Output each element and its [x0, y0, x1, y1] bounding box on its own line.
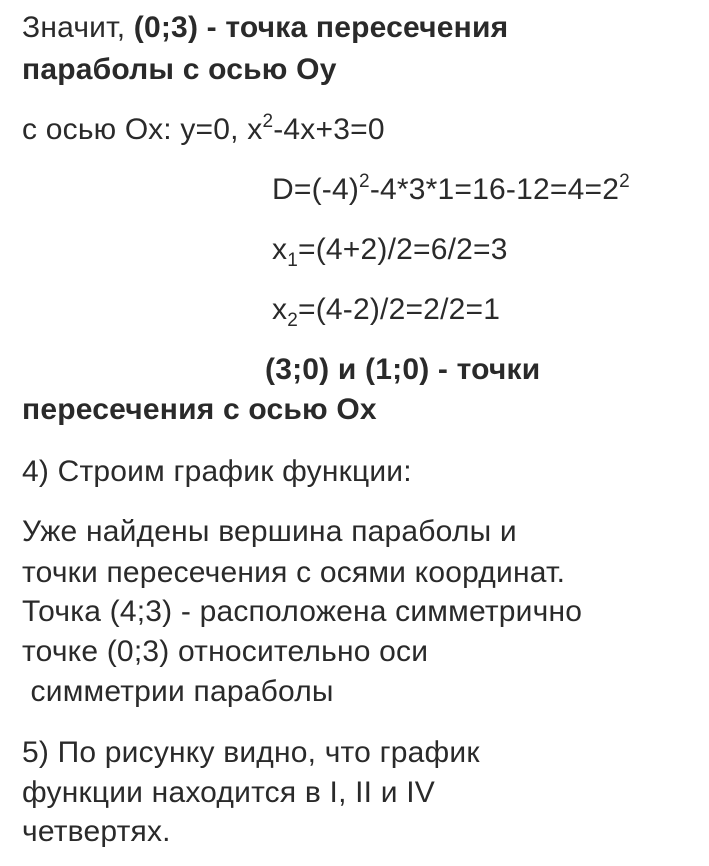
discriminant-exponent-2: 2	[619, 171, 630, 192]
explanation-line-2: точки пересечения с осями координат.	[22, 556, 566, 589]
root-x1-line	[272, 232, 508, 271]
conclusion-prefix: Значит,	[22, 11, 134, 44]
ox-equation-suffix: -4х+3=0	[273, 113, 385, 146]
explanation-line-4: точке (0;3) относительно оси	[22, 635, 429, 668]
step-5-line-3: четвертях.	[22, 815, 171, 848]
root-x2-subscript: 2	[287, 310, 298, 331]
conclusion-ox-line-1: (3;0) и (1;0) - точки	[265, 353, 541, 386]
ox-equation-prefix: с осью Ох: у=0, х	[22, 113, 263, 146]
root-x1-expression: =(4+2)/2=6/2=3	[297, 233, 508, 266]
root-x1-var: x	[272, 233, 288, 266]
root-x2-line	[272, 292, 501, 331]
explanation-line-5: симметрии параболы	[22, 675, 334, 708]
ox-equation-line	[22, 112, 385, 148]
explanation-line-3: Точка (4;3) - расположена симметрично	[22, 595, 583, 628]
discriminant-part-2: -4*3*1=16-12=4=2	[369, 173, 620, 206]
conclusion-oy-line-1	[22, 10, 508, 46]
root-x2-expression: =(4-2)/2=2/2=1	[297, 293, 501, 326]
step-5-line-2: функции находится в I, II и IV	[22, 776, 435, 809]
step-4-heading: 4) Строим график функции:	[22, 455, 412, 488]
ox-equation-exponent: 2	[262, 111, 274, 132]
conclusion-ox-line-2: пересечения с осью Ох	[22, 393, 377, 426]
step-5-line-1: 5) По рисунку видно, что график	[22, 736, 480, 769]
discriminant-line	[272, 172, 630, 208]
discriminant-part-1: D=(-4)	[272, 173, 360, 206]
root-x1-subscript: 1	[287, 250, 298, 271]
discriminant-exponent-1: 2	[359, 171, 370, 192]
conclusion-oy-point: (0;3) - точка пересечения	[133, 11, 509, 44]
conclusion-oy-line-2: параболы с осью Оу	[22, 53, 337, 86]
root-x2-var: x	[272, 293, 288, 326]
explanation-line-1: Уже найдены вершина параболы и	[22, 515, 517, 548]
